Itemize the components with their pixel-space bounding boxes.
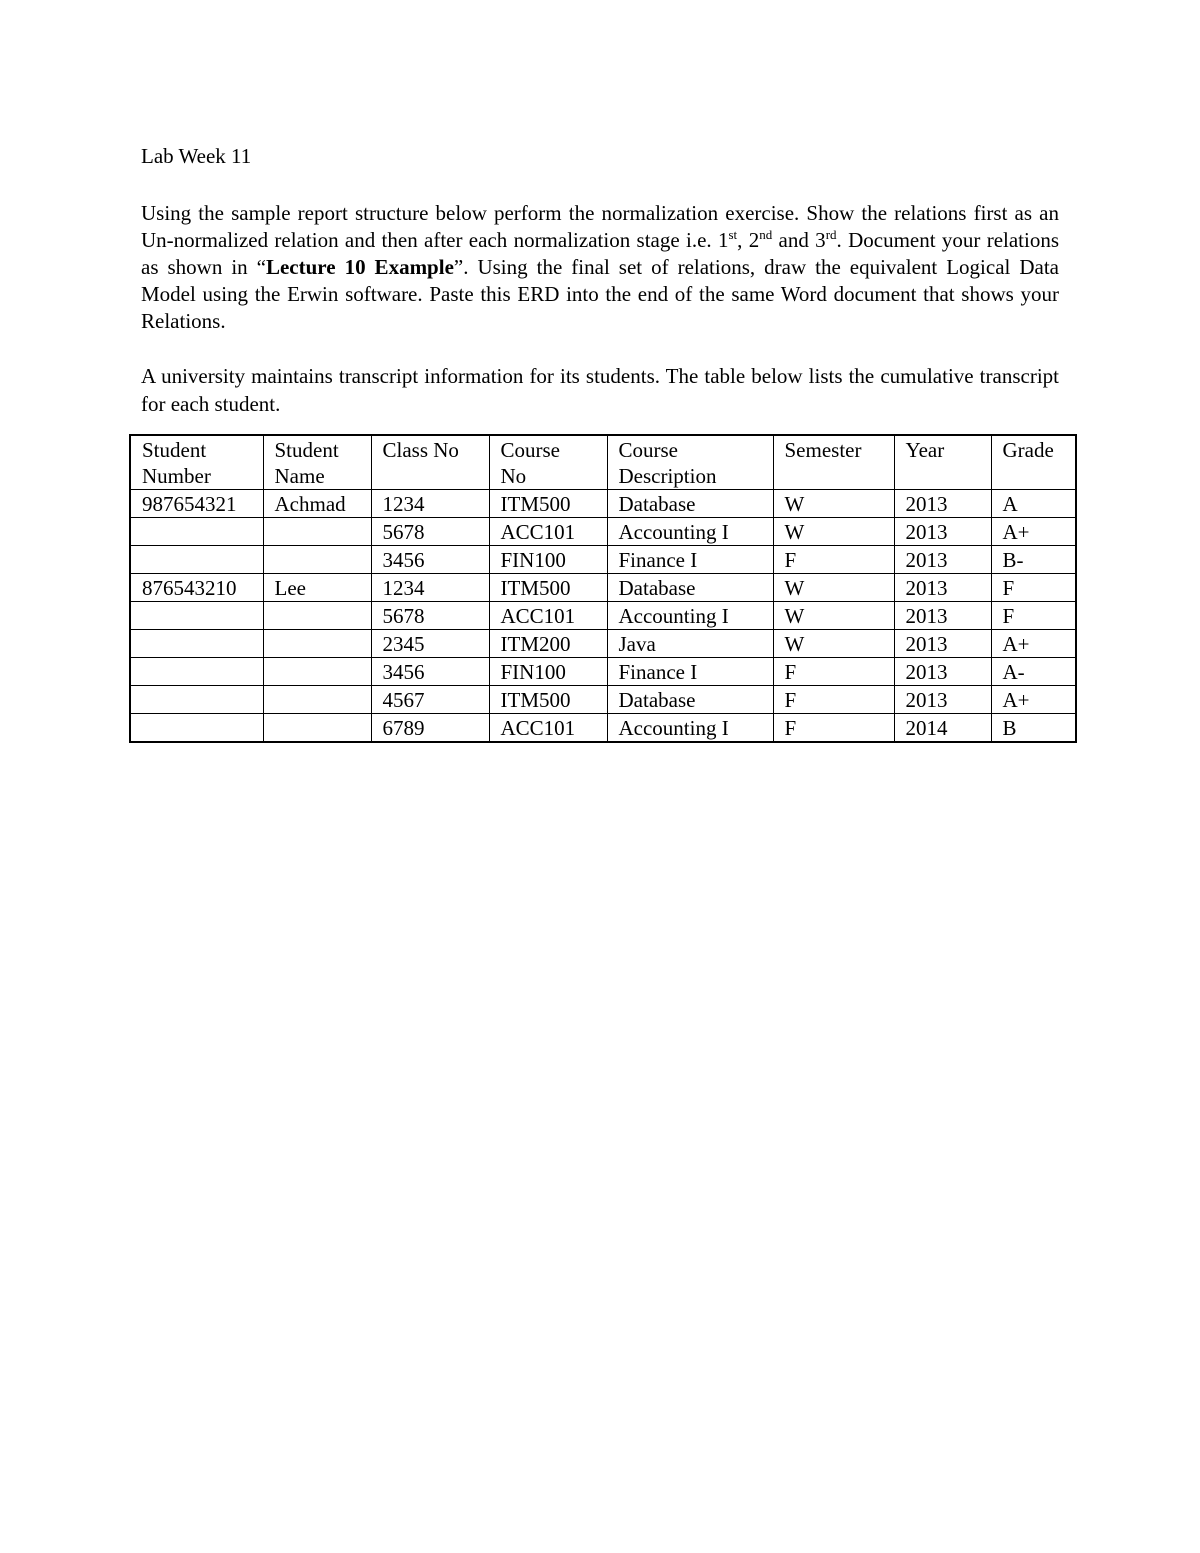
cell-grade: A- [991,658,1076,686]
table-header-row [130,435,1076,490]
table-row [130,518,1076,546]
cell-student-number: 987654321 [130,490,263,518]
cell-course-description: Accounting I [607,518,773,546]
cell-semester: W [773,490,894,518]
cell-year: 2013 [894,574,991,602]
cell-student-name [263,686,371,714]
cell-grade: A [991,490,1076,518]
cell-year: 2013 [894,658,991,686]
cell-semester: W [773,602,894,630]
description-paragraph: A university maintains transcript information for its students. The table below lists the cumulative transcript for each student. [141,364,1059,416]
cell-course-description: Finance I [607,658,773,686]
cell-year: 2013 [894,518,991,546]
cell-course-description: Java [607,630,773,658]
cell-course-no: FIN100 [489,658,607,686]
cell-year: 2013 [894,602,991,630]
cell-student-number [130,686,263,714]
cell-student-number [130,546,263,574]
cell-class-no: 5678 [371,602,489,630]
header-student-number: Student Number [130,435,263,490]
cell-class-no: 5678 [371,518,489,546]
superscript-rd: rd [825,227,837,242]
cell-grade: A+ [991,518,1076,546]
cell-student-number: 876543210 [130,574,263,602]
header-class-no: Class No [371,435,489,490]
cell-student-name [263,602,371,630]
cell-semester: F [773,714,894,743]
cell-semester: F [773,658,894,686]
cell-class-no: 3456 [371,658,489,686]
cell-class-no: 6789 [371,714,489,743]
header-grade: Grade [991,435,1076,490]
cell-class-no: 4567 [371,686,489,714]
cell-grade: F [991,602,1076,630]
cell-course-description: Database [607,574,773,602]
table-row [130,546,1076,574]
cell-student-number [130,714,263,743]
table-row [130,686,1076,714]
instructions-text-5: ”. Using the final set of relations, draw the equivalent Logical Data Model using the Erwin software. Paste this ERD into the end of the same Word document that shows your Relations. [141,255,1059,333]
table-row [130,574,1076,602]
cell-course-no: ITM500 [489,686,607,714]
superscript-nd: nd [759,227,773,242]
cell-student-name: Lee [263,574,371,602]
cell-course-description: Finance I [607,546,773,574]
cell-class-no: 1234 [371,574,489,602]
header-course-no: Course No [489,435,607,490]
cell-class-no: 1234 [371,490,489,518]
cell-class-no: 3456 [371,546,489,574]
cell-semester: W [773,630,894,658]
lecture-example-bold: Lecture 10 Example [265,255,454,279]
cell-student-name [263,630,371,658]
header-course-description: Course Description [607,435,773,490]
cell-semester: W [773,574,894,602]
cell-course-no: ITM500 [489,574,607,602]
cell-grade: F [991,574,1076,602]
cell-student-name [263,658,371,686]
instructions-text-4: . Document your relations as shown in “ [141,228,1060,279]
cell-year: 2013 [894,686,991,714]
cell-year: 2013 [894,630,991,658]
cell-course-description: Database [607,490,773,518]
instructions-text-2: , 2 [737,228,760,252]
cell-student-name [263,518,371,546]
header-semester: Semester [773,435,894,490]
cell-grade: B- [991,546,1076,574]
cell-student-name [263,714,371,743]
transcript-table [129,434,1077,743]
cell-student-number [130,658,263,686]
cell-student-name [263,546,371,574]
table-row [130,714,1076,743]
table-row [130,658,1076,686]
cell-year: 2013 [894,546,991,574]
cell-class-no: 2345 [371,630,489,658]
cell-course-no: ACC101 [489,714,607,743]
cell-year: 2013 [894,490,991,518]
cell-year: 2014 [894,714,991,743]
cell-student-name: Achmad [263,490,371,518]
cell-course-description: Database [607,686,773,714]
cell-course-no: FIN100 [489,546,607,574]
cell-semester: F [773,686,894,714]
instructions-text-3: and 3 [772,228,826,252]
cell-course-no: ITM200 [489,630,607,658]
instructions-text-1: Using the sample report structure below perform the normalization exercise. Show the relations first as an Un-normalized relation and then after each normalization stage i.e. 1 [141,201,1059,252]
table-row [130,490,1076,518]
cell-semester: W [773,518,894,546]
cell-semester: F [773,546,894,574]
cell-course-no: ITM500 [489,490,607,518]
table-row [130,602,1076,630]
superscript-st: st [728,227,738,242]
cell-course-description: Accounting I [607,714,773,743]
cell-course-no: ACC101 [489,518,607,546]
cell-grade: A+ [991,630,1076,658]
instructions-paragraph [141,200,1059,335]
cell-course-description: Accounting I [607,602,773,630]
cell-student-number [130,602,263,630]
document-title: Lab Week 11 [141,144,252,168]
cell-student-number [130,630,263,658]
table-row [130,630,1076,658]
cell-course-no: ACC101 [489,602,607,630]
header-year: Year [894,435,991,490]
cell-grade: A+ [991,686,1076,714]
cell-grade: B [991,714,1076,743]
header-student-name: Student Name [263,435,371,490]
cell-student-number [130,518,263,546]
